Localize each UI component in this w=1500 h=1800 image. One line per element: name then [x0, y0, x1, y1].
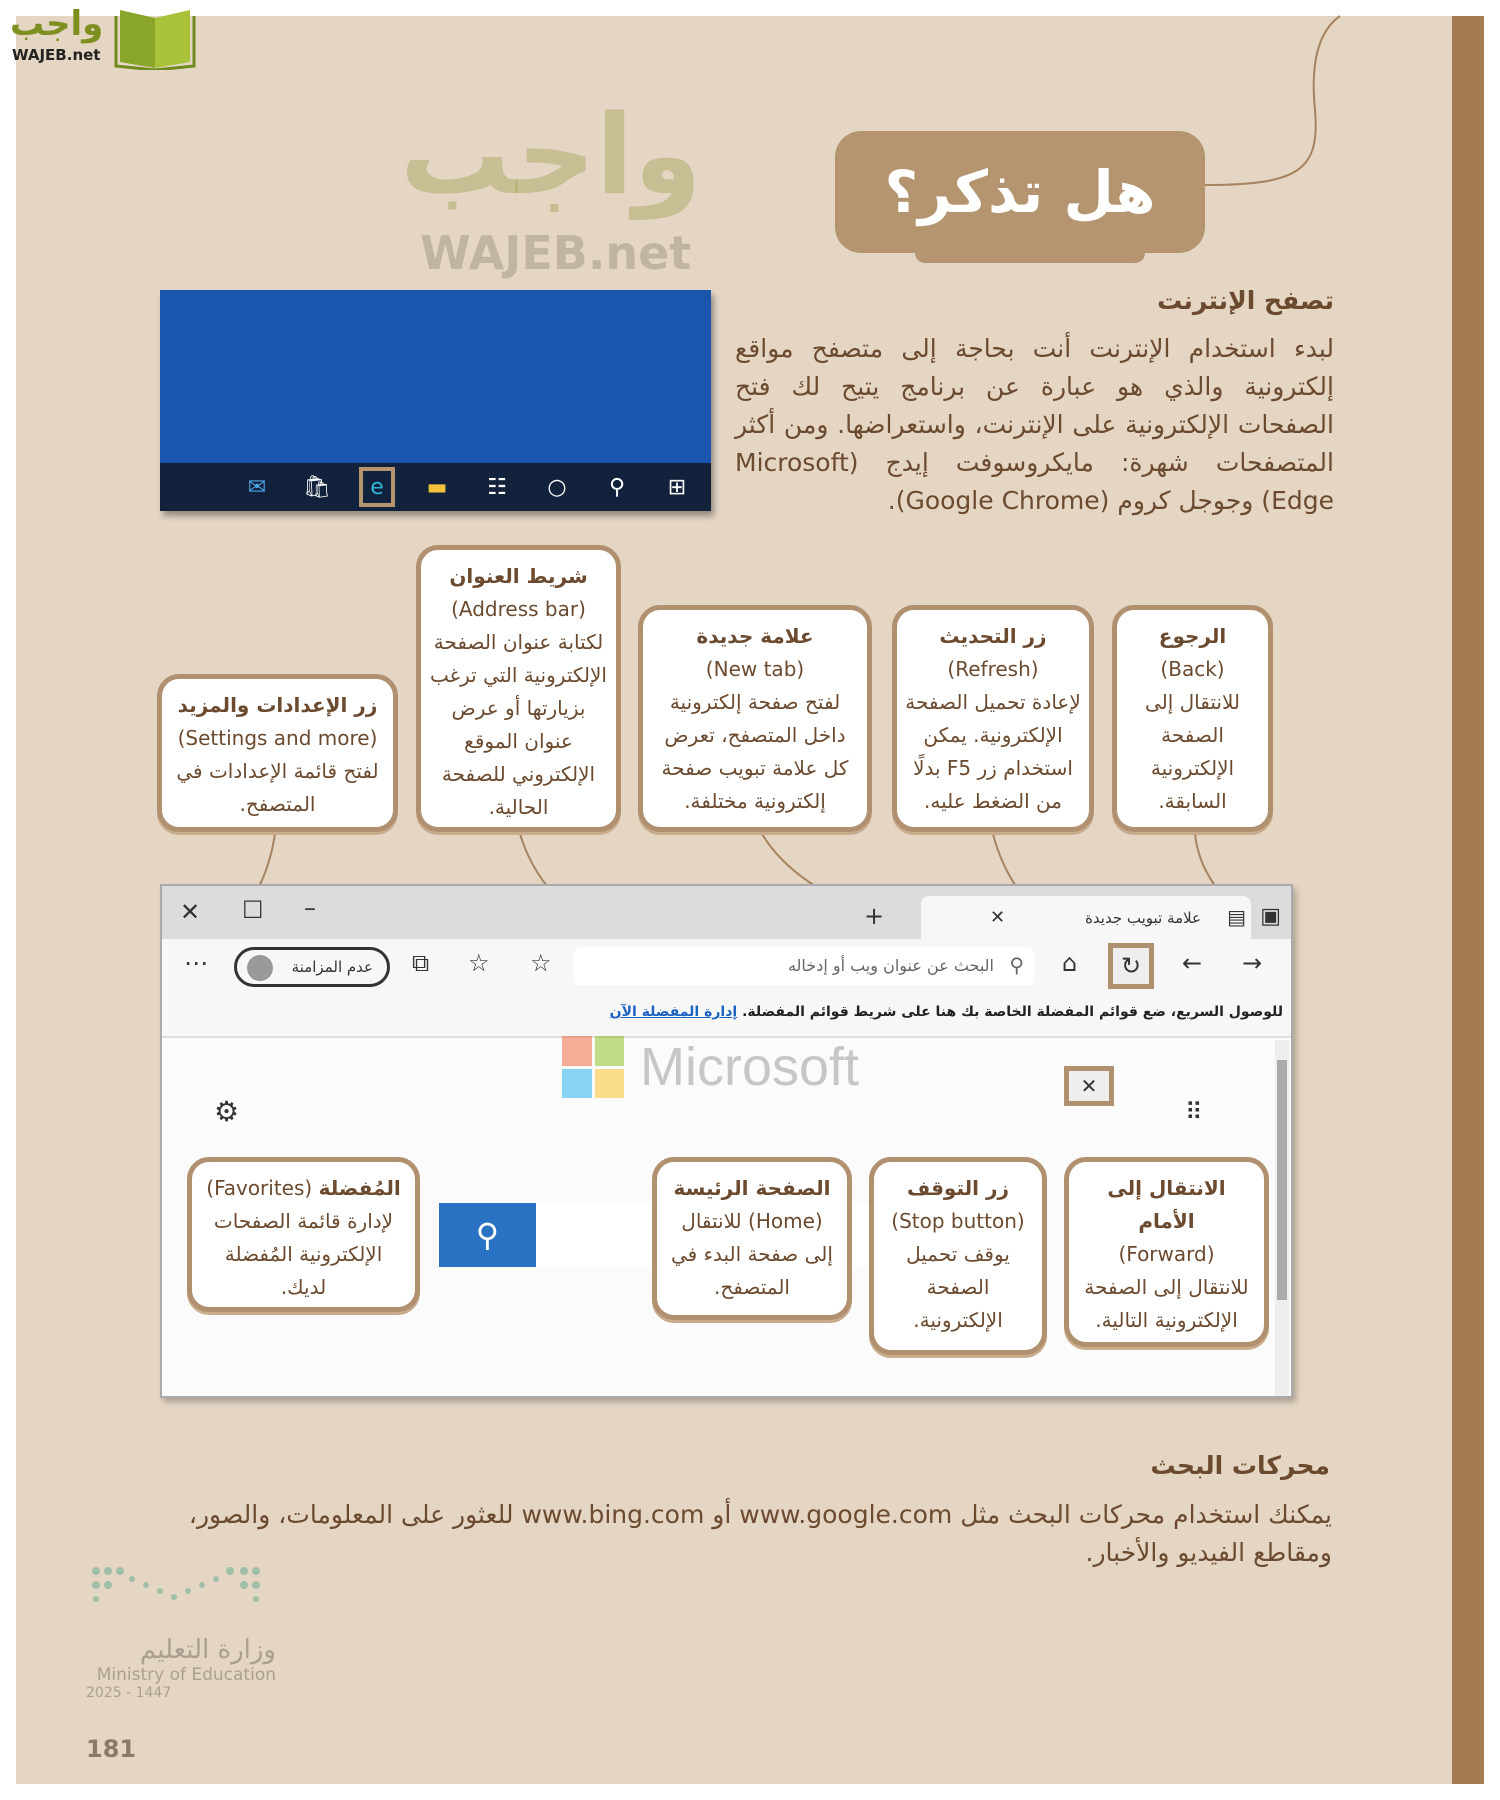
apps-grid-icon[interactable]: ⠿ [1185, 1098, 1201, 1126]
callout-home [652, 1157, 852, 1320]
logo-latin: WAJEB.net [12, 46, 101, 64]
avatar [247, 955, 273, 981]
callout-desc: لإعادة تحميل الصفحة الإلكترونية. يمكن استخدام زر F5 بدلًا من الضغط عليه. [905, 690, 1081, 813]
callout-settings [157, 674, 398, 832]
callout-en: (Address bar) [451, 597, 586, 621]
callout-title: الانتقال إلى الأمام [1107, 1176, 1226, 1233]
callout-en: (Home) [748, 1209, 823, 1233]
windows-icon: ⊞ [667, 474, 687, 500]
wajeb-logo [8, 4, 188, 70]
page-number: 181 [86, 1735, 137, 1763]
callout-stop [869, 1157, 1047, 1355]
callout-forward [1064, 1157, 1269, 1347]
callout-title: علامة جديدة [696, 624, 814, 648]
tab-page-icon: ▤ [1227, 905, 1246, 929]
favorites-icon[interactable]: ☆ [468, 949, 490, 977]
maximize-icon[interactable]: ☐ [242, 896, 264, 924]
year: 2025 - 1447 [86, 1685, 172, 1701]
tab-label: علامة تبويب جديدة [1085, 908, 1201, 927]
callout-desc: يوقف تحميل الصفحة الإلكترونية. [906, 1242, 1010, 1332]
browser-tab[interactable] [921, 896, 1251, 939]
favbar-text: للوصول السريع، ضع قوائم المفضلة الخاصة بك هنا على شريط قوائم المفضلة. [742, 1004, 1283, 1020]
microsoft-logo [562, 1036, 859, 1098]
stop-icon[interactable]: ✕ [1064, 1066, 1114, 1106]
cortana-icon: ○ [547, 474, 567, 500]
callout-title: شريط العنوان [449, 564, 588, 588]
title-bar [162, 886, 1291, 939]
callout-title: المُفضلة [318, 1176, 401, 1200]
callout-title: الرجوع [1158, 624, 1227, 648]
watermark-latin: WAJEB.net [420, 226, 692, 280]
callout-desc: للانتقال إلى الصفحة الإلكترونية التالية. [1084, 1275, 1249, 1332]
forward-icon[interactable]: → [1242, 949, 1263, 977]
callout-desc: للانتقال إلى صفحة البدء في المتصفح. [671, 1209, 833, 1299]
edge-icon: e [359, 467, 395, 507]
browsing-paragraph: لبدء استخدام الإنترنت أنت بحاجة إلى متصفح مواقع إلكترونية والذي هو عبارة عن برنامج يتيح لك فتح الصفحات الإلكترونية على الإنترنت، واستعراضها. ومن أكثر المتصفحات شهرة: مايكروسوفت إيدج (Microsoft Edge) وجوجل كروم (Google Chrome). [735, 334, 1334, 515]
logo-arabic: واجب [10, 4, 104, 44]
settings-more-icon[interactable]: ⋯ [184, 949, 208, 977]
close-icon[interactable]: ✕ [180, 898, 201, 926]
page-spine [1452, 16, 1484, 1784]
refresh-icon[interactable]: ↻ [1108, 943, 1154, 989]
manage-favorites-link[interactable]: إدارة المفضلة الآن [609, 1004, 738, 1020]
callout-desc: للانتقال إلى الصفحة الإلكترونية السابقة. [1144, 690, 1241, 813]
book-icon [114, 8, 196, 70]
callout-new-tab [638, 605, 872, 832]
search-engines-heading: محركات البحث [1150, 1451, 1330, 1480]
folder-icon: ▬ [426, 474, 448, 500]
callout-en: (Favorites) [206, 1176, 313, 1200]
callout-desc: لكتابة عنوان الصفحة الإلكترونية التي ترغب بزيارتها أو عرض عنوان الموقع الإلكتروني للصفحة الحالية. [430, 630, 607, 819]
callout-title: زر التوقف [907, 1176, 1009, 1200]
collections-icon[interactable]: ⧉ [412, 949, 430, 977]
ministry-logo [86, 1561, 276, 1721]
watermark: واجب [400, 91, 702, 219]
callout-en: (Back) [1160, 657, 1225, 681]
mail-icon: ✉ [247, 474, 267, 500]
favorites-bar [162, 992, 1291, 1038]
callout-en: (Refresh) [947, 657, 1039, 681]
callout-desc: لفتح صفحة إلكترونية داخل المتصفح، تعرض كل علامة تبويب صفحة إلكترونية مختلفة. [661, 690, 849, 813]
scrollbar-thumb[interactable] [1277, 1060, 1287, 1300]
callout-en: (Stop button) [891, 1209, 1025, 1233]
sync-label: عدم المزامنة [291, 958, 373, 976]
tab-close-icon[interactable]: ✕ [989, 907, 1006, 928]
new-tab-icon[interactable]: + [864, 902, 885, 930]
callout-title: زر التحديث [939, 624, 1047, 648]
desktop-screenshot [160, 290, 711, 511]
tab-actions-icon[interactable]: ▣ [1260, 904, 1281, 929]
callout-refresh [892, 605, 1094, 832]
address-search-icon: ⚲ [1009, 953, 1024, 977]
page-title: هل تذكر؟ [884, 158, 1156, 226]
browsing-heading: تصفح الإنترنت [1157, 286, 1334, 315]
callout-desc: لإدارة قائمة الصفحات الإلكترونية المُفضلة لديك. [213, 1209, 394, 1299]
back-icon[interactable]: ← [1182, 949, 1203, 977]
minimize-icon[interactable]: – [304, 894, 316, 922]
search-icon: ⚲ [608, 474, 626, 500]
microsoft-wordmark: Microsoft [640, 1037, 860, 1097]
taskbar [160, 463, 711, 511]
callout-favorites [187, 1157, 420, 1312]
toolbar [162, 939, 1291, 992]
callout-title: الصفحة الرئيسة [673, 1176, 831, 1200]
callout-desc: لفتح قائمة الإعدادات في المتصفح. [176, 759, 379, 816]
callout-address-bar [416, 545, 621, 832]
sync-button[interactable] [234, 947, 390, 987]
ministry-dots-icon [86, 1561, 266, 1621]
title-badge [835, 131, 1205, 253]
add-favorite-icon[interactable]: ☆ [530, 949, 552, 977]
task-view-icon: ☷ [487, 474, 507, 500]
address-placeholder: البحث عن عنوان ويب أو إدخاله [787, 956, 994, 975]
callout-en: (Settings and more) [177, 726, 378, 750]
ministry-name-en: Ministry of Education [96, 1665, 276, 1685]
callout-back [1112, 605, 1273, 832]
ministry-name-ar: وزارة التعليم [139, 1635, 276, 1665]
home-icon[interactable]: ⌂ [1062, 949, 1078, 977]
address-bar[interactable] [574, 947, 1034, 985]
callout-en: (Forward) [1118, 1242, 1215, 1266]
store-icon: 🛍 [303, 474, 331, 500]
search-button-icon[interactable]: ⚲ [439, 1203, 536, 1267]
page-settings-gear-icon[interactable]: ⚙ [214, 1095, 240, 1128]
callout-en: (New tab) [705, 657, 805, 681]
callout-title: زر الإعدادات والمزيد [177, 693, 378, 717]
search-engines-paragraph: يمكنك استخدام محركات البحث مثل www.google.com أو www.bing.com للعثور على المعلومات، والصور، ومقاطع الفيديو والأخبار. [188, 1500, 1332, 1567]
scrollbar[interactable] [1275, 1040, 1289, 1396]
